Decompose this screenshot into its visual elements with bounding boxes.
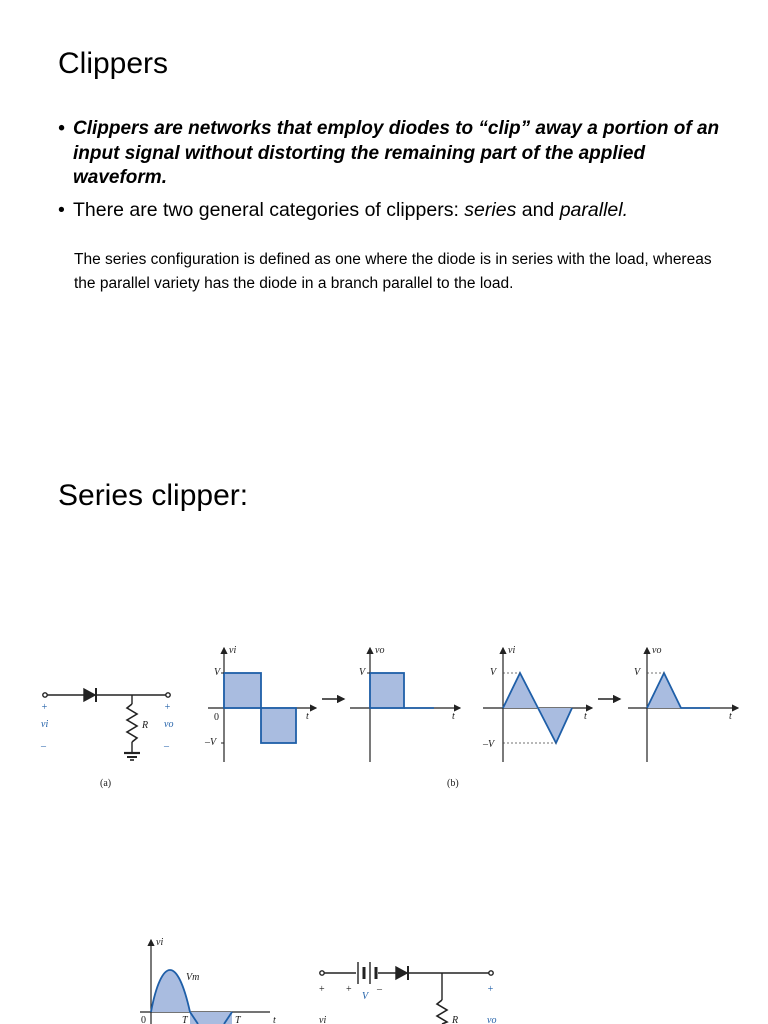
square-negative-half — [261, 708, 296, 743]
triangle-output-plot — [628, 648, 738, 762]
vo-label: vo — [487, 1015, 497, 1024]
ground-icon — [124, 753, 140, 760]
slide-title-clippers: Clippers — [58, 47, 169, 80]
configuration-paragraph: The series configuration is defined as one where the diode is in series with the load, whereas the parallel variety has the diode in a branch parallel to the load. — [74, 251, 712, 292]
output-terminal — [489, 971, 493, 975]
vi-plus-sign: + — [319, 984, 325, 995]
category-series: series — [464, 199, 517, 221]
origin-label-zero: 0 — [141, 1015, 146, 1024]
bullet-glyph: • — [58, 199, 65, 221]
period-label-t1: T — [182, 1015, 188, 1024]
battery-symbol — [358, 962, 376, 984]
caption-b: (b) — [447, 778, 459, 789]
battery-plus-sign: + — [346, 984, 352, 995]
vo-plus-sign: + — [487, 984, 494, 995]
axis-label-vi: vi — [508, 645, 516, 656]
axis-label-t: t — [729, 711, 732, 722]
vi-label: vi — [319, 1015, 327, 1024]
tick-label-zero: 0 — [214, 712, 219, 723]
battery-label-v: V — [362, 991, 369, 1002]
vi-minus-sign: – — [41, 741, 46, 752]
vi-label: vi — [41, 719, 49, 730]
bullet-glyph: • — [58, 118, 65, 139]
sine-input-plot — [140, 940, 270, 1024]
axis-label-t: t — [584, 711, 587, 722]
axis-label-vo: vo — [375, 645, 385, 656]
resistor-symbol — [437, 1000, 447, 1024]
categories-prefix: There are two general categories of clippers: — [73, 199, 465, 221]
input-terminal — [320, 971, 324, 975]
triangle-input-plot — [483, 648, 592, 762]
category-parallel: parallel. — [559, 199, 628, 221]
caption-a: (a) — [100, 778, 112, 789]
axis-label-vi: vi — [156, 937, 164, 948]
output-terminal — [166, 693, 170, 697]
vi-plus-sign: + — [41, 702, 48, 713]
slide-title-series-clipper: Series clipper: — [58, 479, 249, 512]
categories-and: and — [516, 199, 560, 221]
resistor-symbol — [127, 704, 137, 742]
peak-label-vm: Vm — [186, 972, 200, 983]
diode-symbol — [84, 688, 96, 702]
axis-label-vi: vi — [229, 645, 237, 656]
bullet-definition-text: Clippers are networks that employ diodes to “clip” away a portion of an input signal without distorting the remaining part of the applied waveform. — [73, 118, 720, 188]
axis-label-t: t — [306, 711, 309, 722]
period-label-t2: T — [235, 1015, 241, 1024]
square-output-plot — [350, 648, 460, 762]
square-output-pulse — [370, 673, 404, 708]
input-terminal — [43, 693, 47, 697]
resistor-label: R — [142, 720, 149, 731]
tick-label-v: V — [359, 667, 366, 678]
vo-minus-sign: – — [164, 741, 169, 752]
axis-label-t: t — [273, 1015, 276, 1024]
tick-label-v: V — [490, 667, 497, 678]
vo-label: vo — [164, 719, 174, 730]
resistor-label: R — [452, 1015, 459, 1024]
tick-label-neg-v: –V — [205, 737, 217, 748]
axis-label-t: t — [452, 711, 455, 722]
tick-label-v: V — [214, 667, 221, 678]
tick-label-v: V — [634, 667, 641, 678]
battery-minus-sign: – — [377, 984, 382, 995]
square-positive-half — [224, 673, 261, 708]
square-input-plot — [208, 648, 316, 762]
diode-symbol — [396, 966, 408, 980]
tick-label-neg-v: –V — [483, 739, 495, 750]
axis-label-vo: vo — [652, 645, 662, 656]
vo-plus-sign: + — [164, 702, 171, 713]
series-clipper-circuit — [43, 688, 170, 760]
